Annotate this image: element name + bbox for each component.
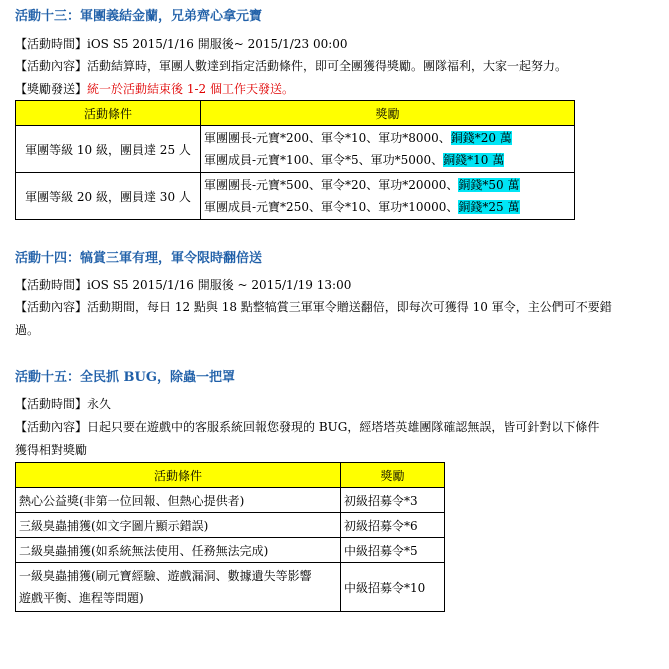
reward-highlight: 銅錢*25 萬	[458, 200, 520, 214]
act15-cond: 熱心公益獎(非第一位回報、但熱心提供者)	[16, 488, 341, 513]
act13-title: 活動十三：軍團義結金蘭，兄弟齊心拿元寶	[15, 9, 263, 24]
table-row	[16, 563, 445, 612]
act15-cond: 二級臭蟲捕獲(如系統無法使用、任務無法完成)	[16, 538, 341, 563]
reward-text: 軍團成員-元寶*100、軍令*5、軍功*5000、	[204, 153, 444, 167]
act14-title: 活動十四：犒賞三軍有理，軍令限時翻倍送	[15, 251, 263, 266]
act13-reward	[15, 80, 294, 98]
act15-reward: 初級招募令*6	[341, 513, 445, 538]
reward-text: 軍團團長-元寶*500、軍令*20、軍功*20000、	[204, 178, 459, 192]
act13-cond: 軍團等級 20 級，團員達 30 人	[16, 173, 201, 220]
act15-col-reward: 獎勵	[341, 463, 445, 488]
act15-cond	[16, 563, 341, 612]
act13-reward-line	[204, 149, 571, 171]
table-row	[16, 538, 445, 563]
act15-table	[15, 462, 445, 612]
act14-content-cont: 過。	[15, 323, 40, 337]
cond-line: 遊戲平衡、進程等問題)	[19, 591, 144, 605]
act15-reward: 中級招募令*5	[341, 538, 445, 563]
reward-text: 軍團成員-元寶*250、軍令*10、軍功*10000、	[204, 200, 459, 214]
reward-text: 軍團團長-元寶*200、軍令*10、軍功*8000、	[204, 131, 451, 145]
act15-reward: 中級招募令*10	[341, 563, 445, 612]
act15-content-cont: 獲得相對獎勵	[15, 443, 88, 457]
act13-reward-text: 統一於活動結束後 1-2 個工作天發送。	[87, 82, 294, 96]
act13-reward-line	[204, 196, 571, 218]
act15-content: 【活動內容】日起只要在遊戲中的客服系統回報您發現的 BUG，經塔塔英雄團隊確認無誤，皆可針對以下條件	[15, 420, 600, 434]
act13-col-reward: 獎勵	[201, 101, 575, 126]
act13-time: 【活動時間】iOS S5 2015/1/16 開服後~ 2015/1/23 00:00	[15, 37, 348, 51]
reward-highlight: 銅錢*50 萬	[458, 178, 520, 192]
act13-col-condition: 活動條件	[16, 101, 201, 126]
act15-cond: 三級臭蟲捕獲(如文字圖片顯示錯誤)	[16, 513, 341, 538]
reward-highlight: 銅錢*20 萬	[450, 131, 512, 145]
act13-cond: 軍團等級 10 級，團員達 25 人	[16, 126, 201, 173]
act14-time: 【活動時間】iOS S5 2015/1/16 開服後 ~ 2015/1/19 13:00	[15, 278, 352, 292]
cond-line: 一級臭蟲捕獲(刷元寶經驗、遊戲漏洞、數據遺失等影響	[19, 569, 312, 583]
table-row	[16, 173, 575, 220]
act13-table	[15, 100, 575, 220]
table-row	[16, 126, 575, 173]
act15-time: 【活動時間】永久	[15, 397, 112, 411]
act15-title: 活動十五：全民抓 BUG，除蟲一把罩	[15, 370, 235, 385]
table-row	[16, 488, 445, 513]
table-row	[16, 513, 445, 538]
reward-highlight: 銅錢*10 萬	[443, 153, 505, 167]
act13-reward-line	[204, 127, 571, 149]
act13-reward-label: 【獎勵發送】	[15, 82, 88, 96]
act13-content: 【活動內容】活動結算時，軍團人數達到指定活動條件，即可全團獲得獎勵。團隊福利，大家一起努力。	[15, 59, 568, 73]
act15-reward: 初級招募令*3	[341, 488, 445, 513]
act15-col-condition: 活動條件	[16, 463, 341, 488]
act13-reward-line	[204, 174, 571, 196]
act14-content: 【活動內容】活動期間，每日 12 點與 18 點整犒賞三軍軍令贈送翻倍，即每次可獲得 10 軍令，主公們可不要錯	[15, 300, 612, 314]
